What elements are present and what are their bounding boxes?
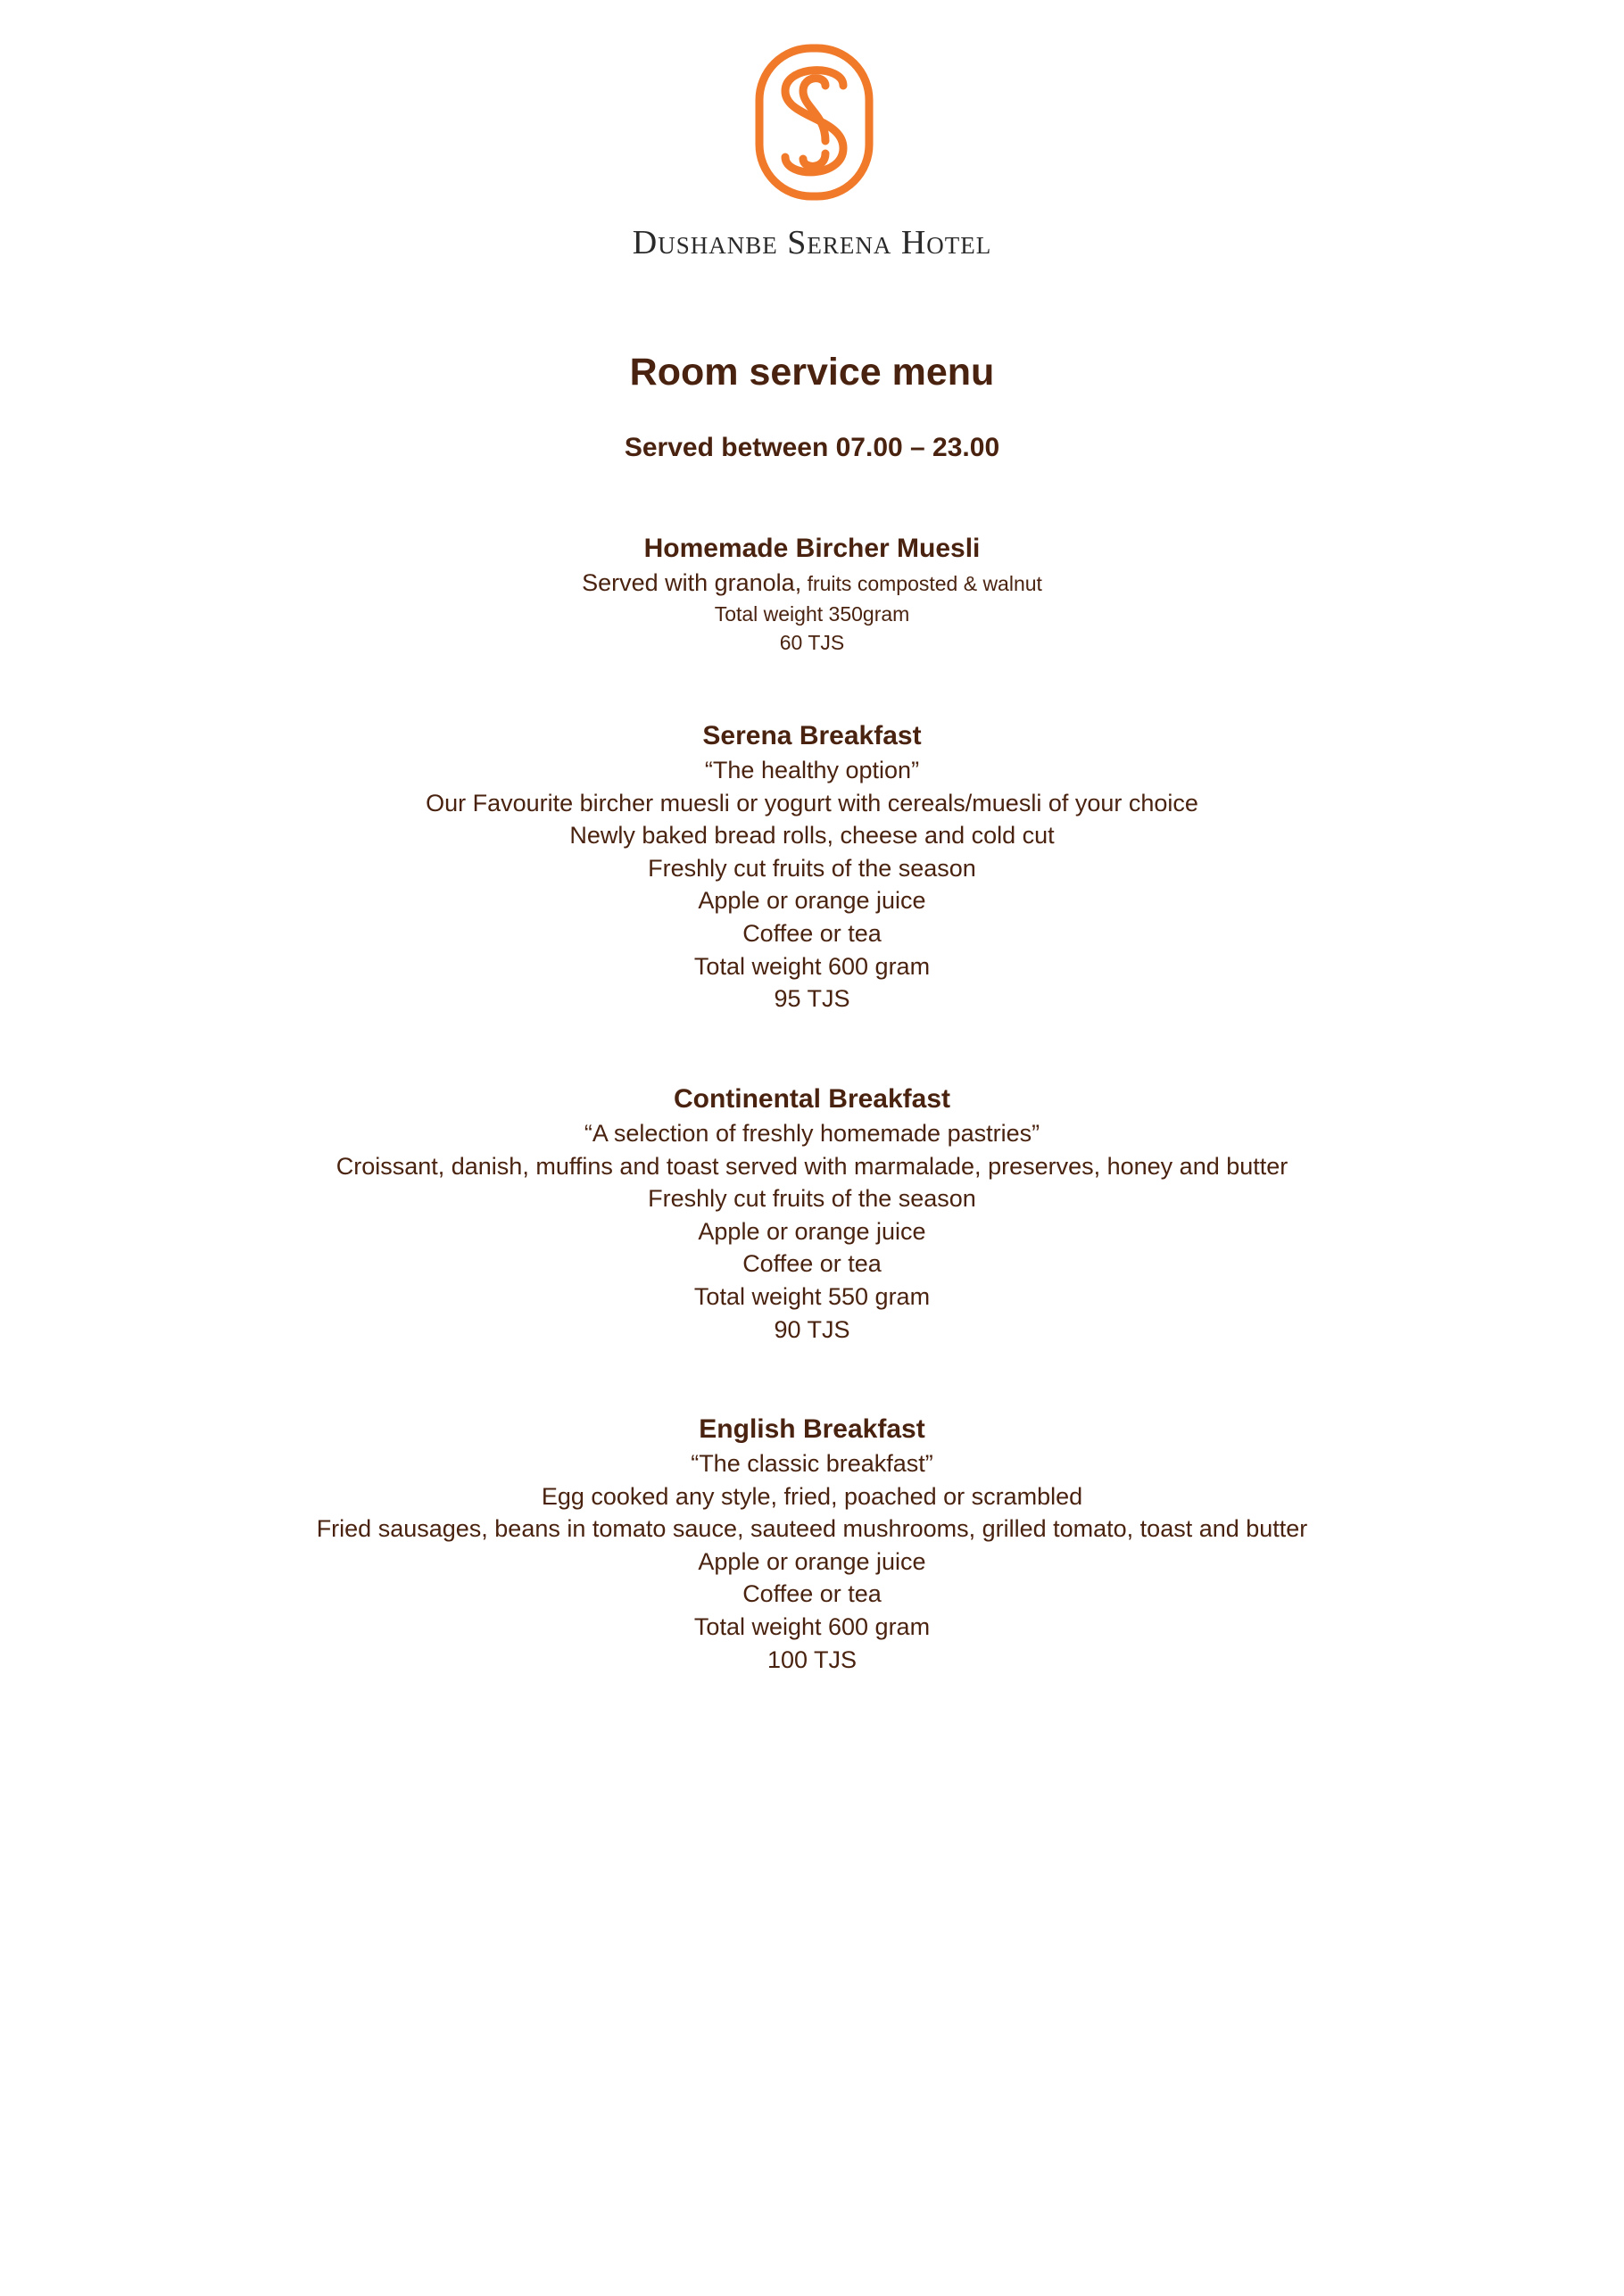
menu-section-muesli (0, 531, 1624, 657)
menu-section-english (0, 1412, 1624, 1676)
menu-item-line: Coffee or tea (742, 1250, 882, 1278)
menu-item-line: Egg cooked any style, fried, poached or scrambled (541, 1482, 1083, 1510)
menu-section-continental (0, 1082, 1624, 1346)
service-hours: Served between 07.00 – 23.00 (624, 433, 1000, 462)
menu-section-serena (0, 718, 1624, 1015)
menu-item-line: Croissant, danish, muffins and toast served with marmalade, preserves, honey and butter (336, 1152, 1288, 1180)
menu-item-line: Our Favourite bircher muesli or yogurt with cereals/muesli of your choice (426, 789, 1198, 816)
menu-item-line: Apple or orange juice (698, 887, 926, 915)
menu-item-weight: Total weight 600 gram (693, 952, 931, 980)
serena-logo-icon (754, 43, 874, 202)
menu-item-weight: Total weight 600 gram (693, 1612, 931, 1640)
menu-item-description (0, 567, 1624, 600)
menu-item-price: 95 TJS (774, 985, 850, 1013)
menu-item-weight: Total weight 550 gram (693, 1282, 931, 1310)
menu-item-line: Fried sausages, beans in tomato sauce, sauteed mushrooms, grilled tomato, toast and butter (316, 1515, 1308, 1543)
description-small: fruits composted & walnut (801, 572, 1042, 595)
menu-item-title: Serena Breakfast (702, 721, 922, 750)
menu-item-line: Coffee or tea (742, 1580, 882, 1608)
menu-item-title: English Breakfast (699, 1414, 925, 1444)
menu-item-title: Continental Breakfast (673, 1084, 951, 1114)
hotel-name: Dushanbe Serena Hotel (632, 224, 992, 261)
menu-item-line: Freshly cut fruits of the season (648, 854, 976, 882)
menu-item-price: 90 TJS (774, 1315, 850, 1343)
menu-item-line: Newly baked bread rolls, cheese and cold cut (569, 822, 1055, 850)
menu-item-tagline: “The healthy option” (704, 757, 920, 783)
menu-item-weight: Total weight 350gram (714, 602, 910, 626)
page-title: Room service menu (629, 351, 995, 394)
menu-item-line: Coffee or tea (742, 919, 882, 947)
menu-item-line: Freshly cut fruits of the season (648, 1185, 976, 1213)
menu-item-tagline: “The classic breakfast” (691, 1450, 933, 1477)
menu-item-line: Apple or orange juice (698, 1547, 926, 1575)
description-main: Served with granola, (582, 569, 802, 596)
menu-item-price: 60 TJS (779, 631, 845, 654)
menu-item-tagline: “A selection of freshly homemade pastries” (584, 1120, 1040, 1147)
menu-item-line: Apple or orange juice (698, 1217, 926, 1245)
menu-item-price: 100 TJS (766, 1645, 858, 1673)
menu-item-title: Homemade Bircher Muesli (643, 534, 981, 563)
